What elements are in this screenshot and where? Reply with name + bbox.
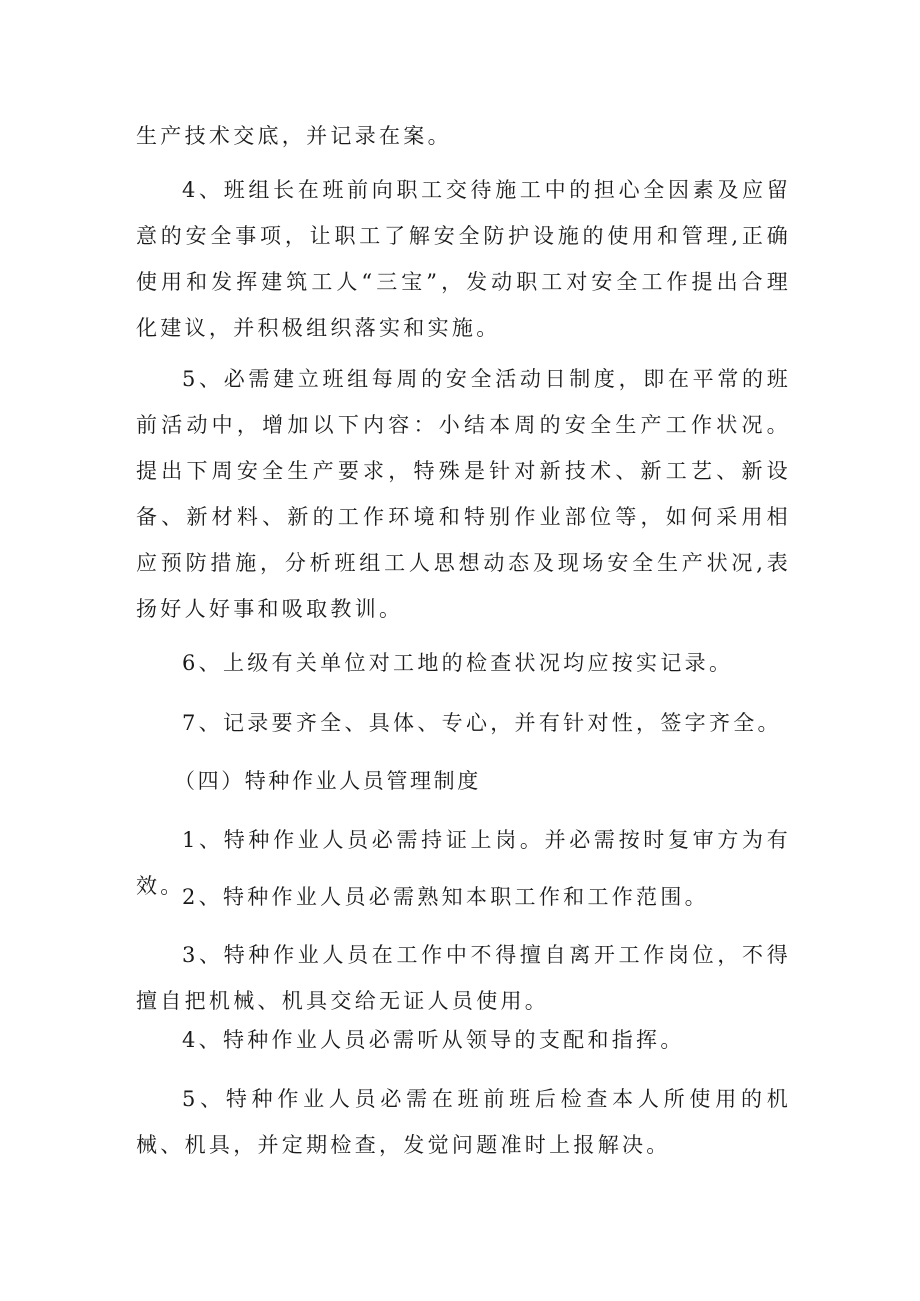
paragraph-item-7: 7、记录要齐全、具体、专心，并有针对性，签字齐全。 bbox=[182, 711, 782, 735]
paragraph-continuation: 生产技术交底，并记录在案。 bbox=[136, 124, 452, 148]
section-heading: （四）特种作业人员管理制度 bbox=[174, 769, 481, 793]
paragraph-item-4: 4、班组长在班前向职工交待施工中的担心全因素及应留意的安全事项，让职工了解安全防护设施的使用和管理,正确使用和发挥建筑工人“三宝”，发动职工对安全工作提出合理化建议，并积极组织落实和实施。 bbox=[136, 178, 791, 340]
paragraph-rule-1: 1、特种作业人员必需持证上岗。并必需按时复审方为有效。 bbox=[136, 828, 791, 898]
paragraph-rule-4: 4、特种作业人员必需听从领导的支配和指挥。 bbox=[182, 1028, 685, 1052]
paragraph-item-5: 5、必需建立班组每周的安全活动日制度，即在平常的班前活动中，增加以下内容：小结本周的安全生产工作状况。提出下周安全生产要求，特殊是针对新技术、新工艺、新设备、新材料、新的工作环境和特别作业部位等，如何采用相应预防措施，分析班组工人思想动态及现场安全生产状况,表扬好人好事和吸取教训。 bbox=[136, 367, 791, 621]
paragraph-rule-3: 3、特种作业人员在工作中不得擅自离开工作岗位，不得擅自把机械、机具交给无证人员使用。 bbox=[136, 943, 791, 1013]
paragraph-rule-2: 2、特种作业人员必需熟知本职工作和工作范围。 bbox=[182, 885, 709, 909]
paragraph-item-6: 6、上级有关单位对工地的检查状况均应按实记录。 bbox=[182, 651, 734, 675]
paragraph-rule-5: 5、特种作业人员必需在班前班后检查本人所使用的机械、机具，并定期检查，发觉问题准时上报解决。 bbox=[136, 1087, 791, 1157]
